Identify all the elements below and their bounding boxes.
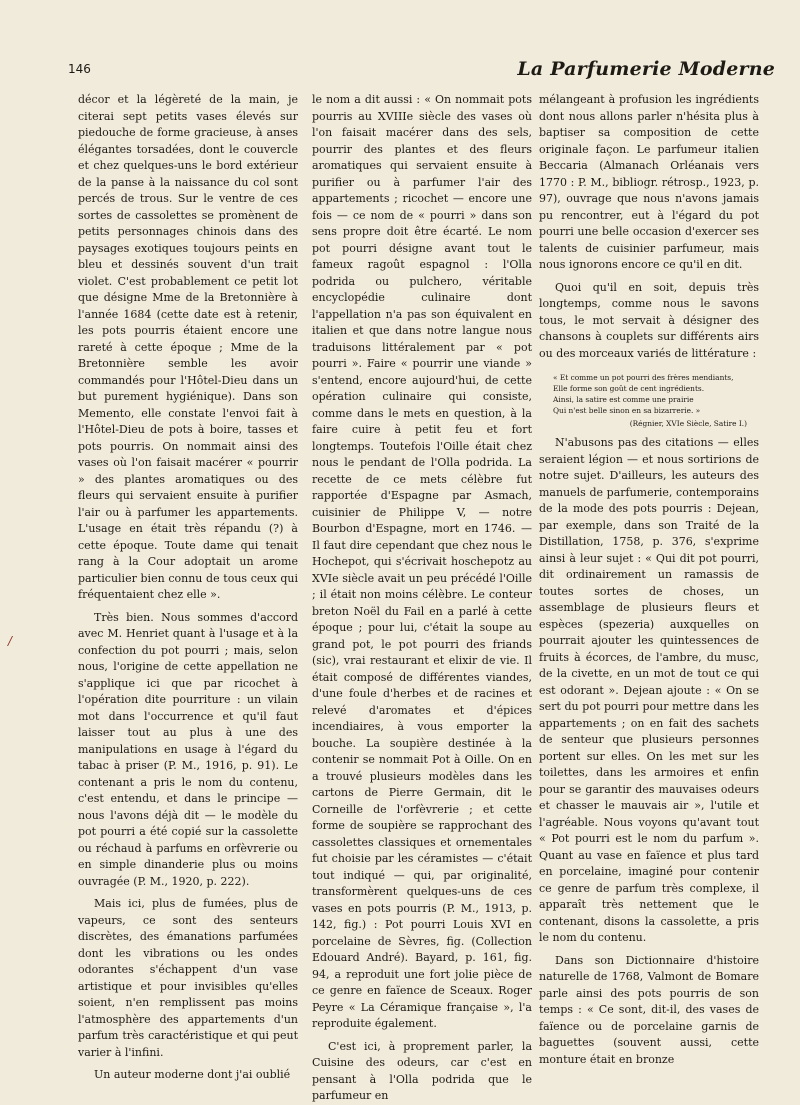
paragraph: le nom a dit aussi : « On nommait pots pourris au XVIIIe siècle des vases où l'on faisait macérer dans des sels, pourrir des plantes et des fleurs aromatiques qui servaient ensuite à purifier ou à parfumer l'air des appartements ; ricochet — encore une fois — ce nom de « pourri » dans son sens propre doit être écarté. Le nom pot pourri désigne avant tout le fameux ragoût espagnol : l'Olla podrida ou pulchero, véritable encyclopédie culinaire dont l'appellation n'a pas son équivalent en italien et que dans notre langue nous traduisons littéralement par « pot pourri ». Faire « pourrir une viande » s'entend, encore aujourd'hui, de cette opération culinaire qui consiste, comme dans le mets en question, à la faire cuire à petit feu et fort longtemps. Toutefois l'Oille était chez nous le pendant de l'Olla podrida. La recette de ce mets célèbre fut rapportée d'Espagne par Asmach, cuisinier de Philippe V, — notre Bourbon d'Espagne, mort en 1746. — Il faut dire cependant que chez nous le Hochepot, qui s'écrivait hoschepotz au XVIe siècle avait un peu précédé l'Oille ; il était non moins célèbre. Le conteur breton Noël du Fail en a parlé à cette époque ; pour lui, c'était la soupe au grand pot, le pot pourri des friands (sic), vrai restaurant et elixir de vie. Il était composé de différentes viandes, d'une foule d'herbes et de racines et relevé d'aromates et d'épices incendiaires, à vous emporter la bouche. La soupière destinée à la contenir se nommait Pot à Oille. On en a trouvé plusieurs modèles dans les cartons de Pierre Germain, dit le Corneille de l'orfèvrerie ; et cette forme de soupière se rapprochant des cassolettes classiques et ornementales fut choisie par les céramistes — c'était tout indiqué — qui, par originalité, transformèrent quelques-uns de ces vases en pots pourris (P. M., 1913, p. 142, fig.) : Pot pourri Louis XVI en porcelaine de Sèvres, fig. (Collection Edouard André). Bayard, p. 161, fig. 94, a reproduit une fort jolie pièce de ce genre en faïence de Sceaux. Roger Peyre « La Céramique française », l'a reproduite également. (312, 93, 532, 1030)
paragraph: Très bien. Nous sommes d'accord avec M. Henriet quant à l'usage et à la confection du pot pourri ; mais, selon nous, l'origine de cette appellation ne s'applique ici que par ricochet à l'opération dite pourriture : un vilain mot dans l'occurrence et qu'il faut laisser tout au plus à une des manipulations en usage à l'égard du tabac à priser (P. M., 1916, p. 91). Le contenant a pris le nom du contenu, c'est entendu, et dans le principe — nous l'avons déjà dit — le modèle du pot pourri a été copié sur la cassolette ou réchaud à parfums en orfèvrerie ou en simple dinanderie plus ou moins ouvragée (P. M., 1920, p. 222). (78, 610, 298, 888)
quote-line: Ainsi, la satire est comme une prairie (553, 395, 694, 404)
paragraph: C'est ici, à proprement parler, la Cuisine des odeurs, car c'est en pensant à l'Olla podrida que le parfumeur en (312, 1039, 532, 1102)
column-3 (539, 92, 759, 1066)
quote-source: (Régnier, XVIe Siècle, Satire I.) (629, 419, 747, 428)
article-body (78, 92, 768, 1102)
quote-line: Qui n'est belle sinon en sa bizarrerie. » (553, 406, 701, 415)
paragraph: Dans son Dictionnaire d'histoire naturelle de 1768, Valmont de Bomare parle ainsi des pots pourris de son temps : « Ce sont, dit-il, des vases de faïence ou de porcelaine garnis de baguettes (souvent aussi, cette monture était en bronze (539, 953, 759, 1066)
paragraph: Un auteur moderne dont j'ai oublié (94, 1068, 291, 1081)
paragraph: mélangeant à profusion les ingrédients dont nous allons parler n'hésita plus à baptiser sa composition de cette originale façon. Le parfumeur italien Beccaria (Almanach Orléanais vers 1770 : P. M., bibliogr. rétrosp., 1923, p. 97), ouvrage que nous n'avons jamais pu rencontrer, eut à l'égard du pot pourri une belle occasion d'exercer ses talents de cuisinier parfumeur, mais nous ignorons encore ce qu'il en dit. (539, 93, 759, 271)
page-number: 146 (68, 62, 91, 76)
column-2 (312, 92, 532, 1102)
verse-quote (553, 372, 759, 429)
margin-annotation: / (8, 634, 13, 648)
journal-title: La Parfumerie Moderne (517, 58, 775, 80)
paragraph: décor et la légèreté de la main, je citerai sept petits vases élevés sur piedouche de forme gracieuse, à anses élégantes torsadées, dont le couvercle et chez quelques-uns le bord extérieur de la panse à la naissance du col sont percés de trous. Sur le ventre de ces sortes de cassolettes se promènent de petits personnages chinois dans des paysages exotiques toujours peints en bleu et dessinés souvent d'un trait violet. C'est probablement ce petit lot que désigne Mme de la Bretonnière à l'année 1684 (cette date est à retenir, les pots pourris étaient encore une rareté à cette époque ; Mme de la Bretonnière semble les avoir commandés pour l'Hôtel-Dieu dans un but purement hygiénique). Dans son Memento, elle constate l'envoi fait à l'Hôtel-Dieu de pots à boire, tasses et pots pourris. On nommait ainsi des vases où l'on faisait macérer « pourrir » des plantes aromatiques ou des fleurs qui servaient ensuite à purifier l'air ou à parfumer les appartements. L'usage en était très répandu (?) à cette époque. Toute dame qui tenait rang à la Cour adoptait un arome particulier bien connu de tous ceux qui fréquentaient chez elle ». (78, 93, 298, 601)
column-1 (78, 92, 298, 1081)
paragraph: Quoi qu'il en soit, depuis très longtemps, comme nous le savons tous, le mot servait à désigner des chansons à couplets sur différents airs ou des morceaux variés de littérature : (539, 280, 759, 360)
quote-line: Elle forme son goût de cent ingrédients. (553, 384, 705, 393)
quote-line: « Et comme un pot pourri des frères mendiants, (553, 373, 734, 382)
paragraph: Mais ici, plus de fumées, plus de vapeurs, ce sont des senteurs discrètes, des émanations parfumées dont les vibrations ou les ondes odorantes s'échappent d'un vase artistique et pour invisibles qu'elles soient, n'en remplissent pas moins l'atmosphère des appartements d'un parfum très caractéristique et qui peut varier à l'infini. (78, 897, 298, 1059)
paragraph: N'abusons pas des citations — elles seraient légion — et nous sortirions de notre sujet. D'ailleurs, les auteurs des manuels de parfumerie, contemporains de la mode des pots pourris : Dejean, par exemple, dans son Traité de la Distillation, 1758, p. 376, s'exprime ainsi à leur sujet : « Qui dit pot pourri, dit ordinairement un ramassis de toutes sortes de choses, un assemblage de plusieurs fleurs et espèces (spezeria) auxquelles on pourrait ajouter les quintessences de fruits à écorces, de l'ambre, du musc, de la civette, en un mot de tout ce qui est odorant ». Dejean ajoute : « On se sert du pot pourri pour mettre dans les appartements ; on en fait des sachets de senteur que plusieurs personnes portent sur elles. On les met sur les toilettes, dans les armoires et enfin pour se garantir des mauvaises odeurs et chasser le mauvais air », l'utile et l'agréable. Nous voyons qu'avant tout « Pot pourri est le nom du parfum ». Quant au vase en faïence et plus tard en porcelaine, imaginé pour contenir ce genre de parfum très complexe, il apparaît très nettement que le contenant, disons la cassolette, a pris le nom du contenu. (539, 436, 759, 944)
page-header (0, 58, 800, 90)
